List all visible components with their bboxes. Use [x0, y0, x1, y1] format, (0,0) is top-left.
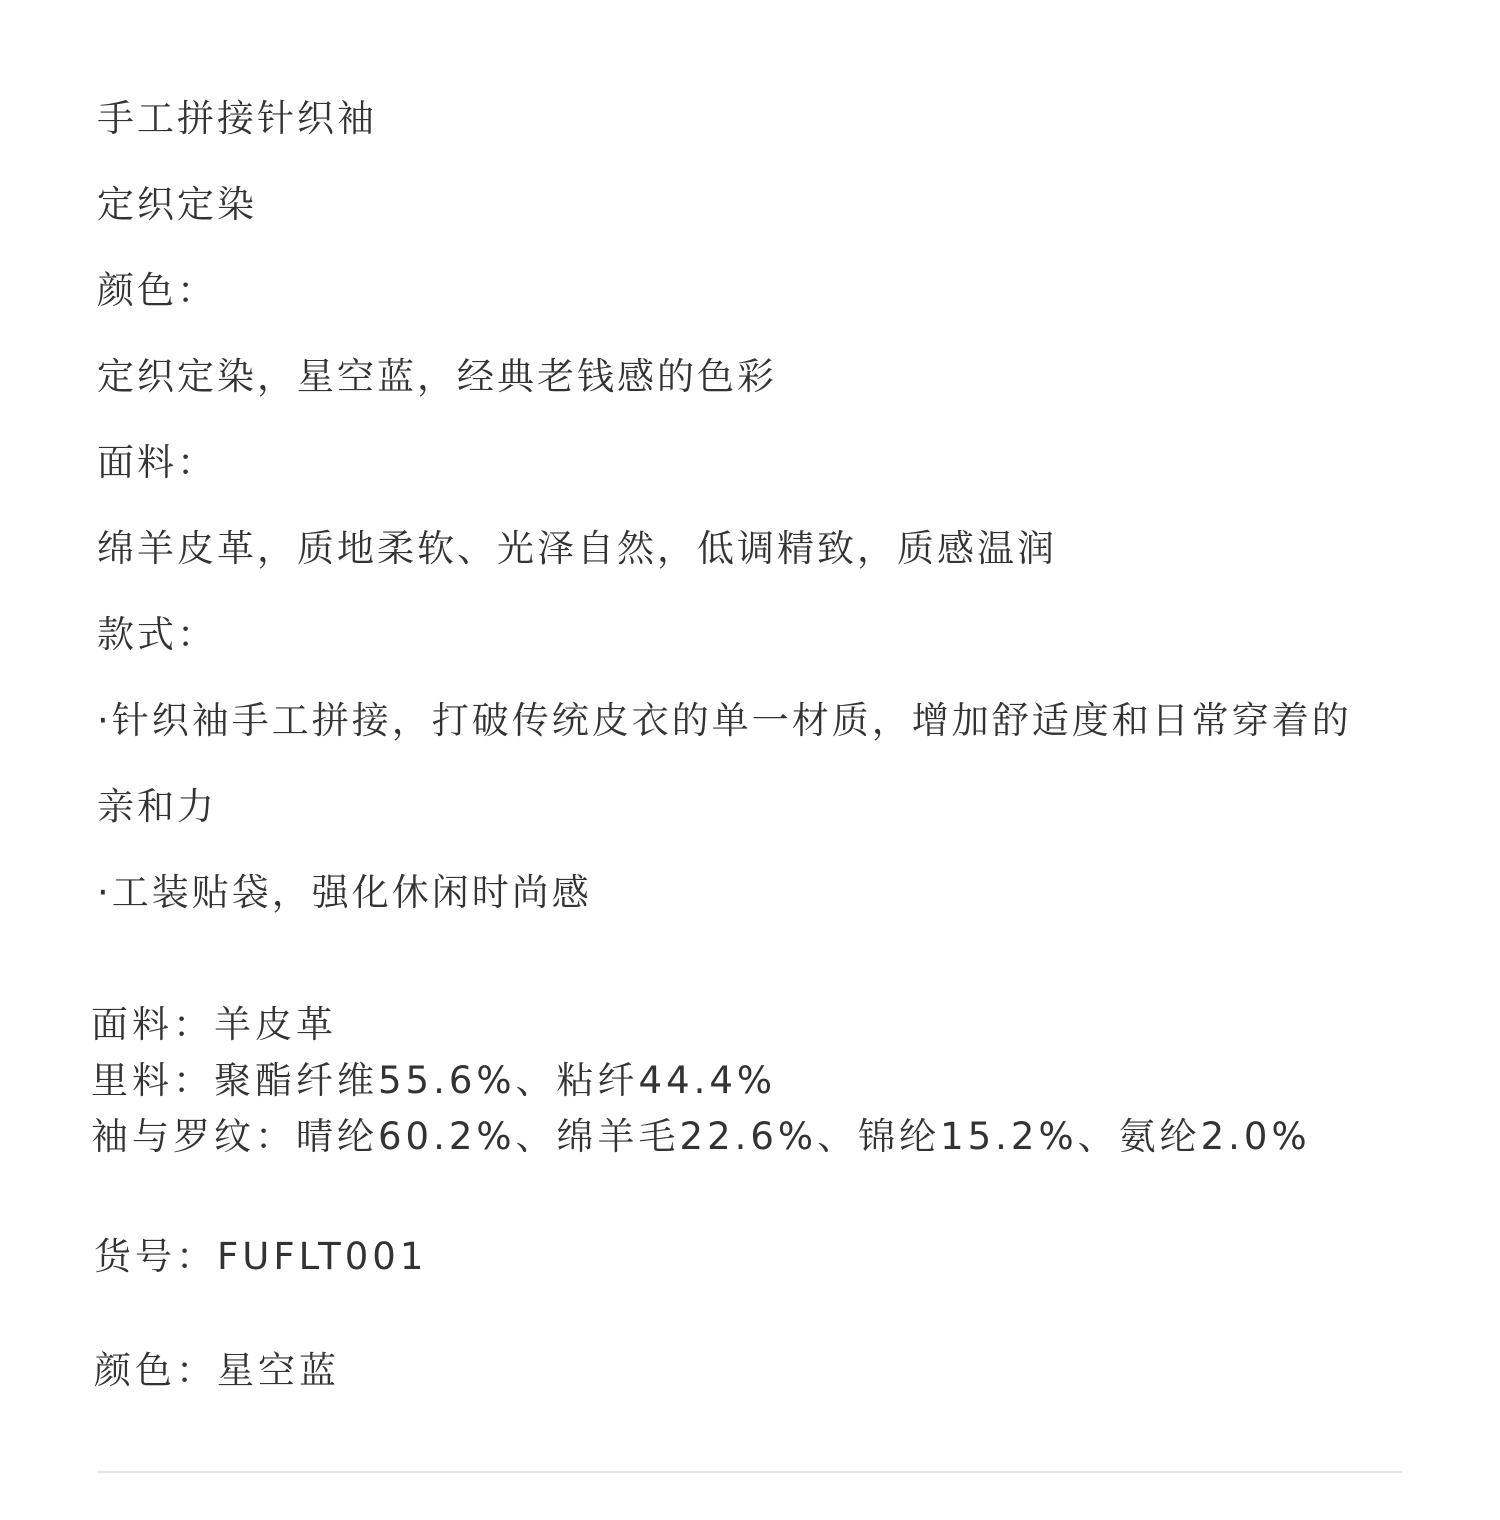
- spec-fabric: 面料：羊皮革: [91, 1003, 337, 1046]
- divider: [97, 1471, 1402, 1473]
- fabric-text: 绵羊皮革，质地柔软、光泽自然，低调精致，质感温润: [97, 527, 1057, 570]
- color-heading: 颜色：: [97, 269, 217, 312]
- fabric-heading: 面料：: [97, 441, 217, 484]
- product-subtitle: 定织定染: [97, 183, 257, 226]
- style-bullet-2: ·工装贴袋，强化休闲时尚感: [97, 871, 592, 914]
- spec-item-number: 货号：FUFLT001: [94, 1235, 428, 1278]
- style-heading: 款式：: [97, 613, 217, 656]
- spec-lining: 里料：聚酯纤维55.6%、粘纤44.4%: [91, 1059, 777, 1102]
- color-text: 定织定染，星空蓝，经典老钱感的色彩: [97, 355, 777, 398]
- spec-sleeve-rib: 袖与罗纹：晴纶60.2%、绵羊毛22.6%、锦纶15.2%、氨纶2.0%: [91, 1115, 1311, 1158]
- spec-color: 颜色：星空蓝: [94, 1349, 340, 1392]
- product-title: 手工拼接针织袖: [97, 97, 377, 140]
- style-bullet-1-continued: 亲和力: [97, 785, 217, 828]
- style-bullet-1: ·针织袖手工拼接，打破传统皮衣的单一材质，增加舒适度和日常穿着的: [97, 699, 1352, 742]
